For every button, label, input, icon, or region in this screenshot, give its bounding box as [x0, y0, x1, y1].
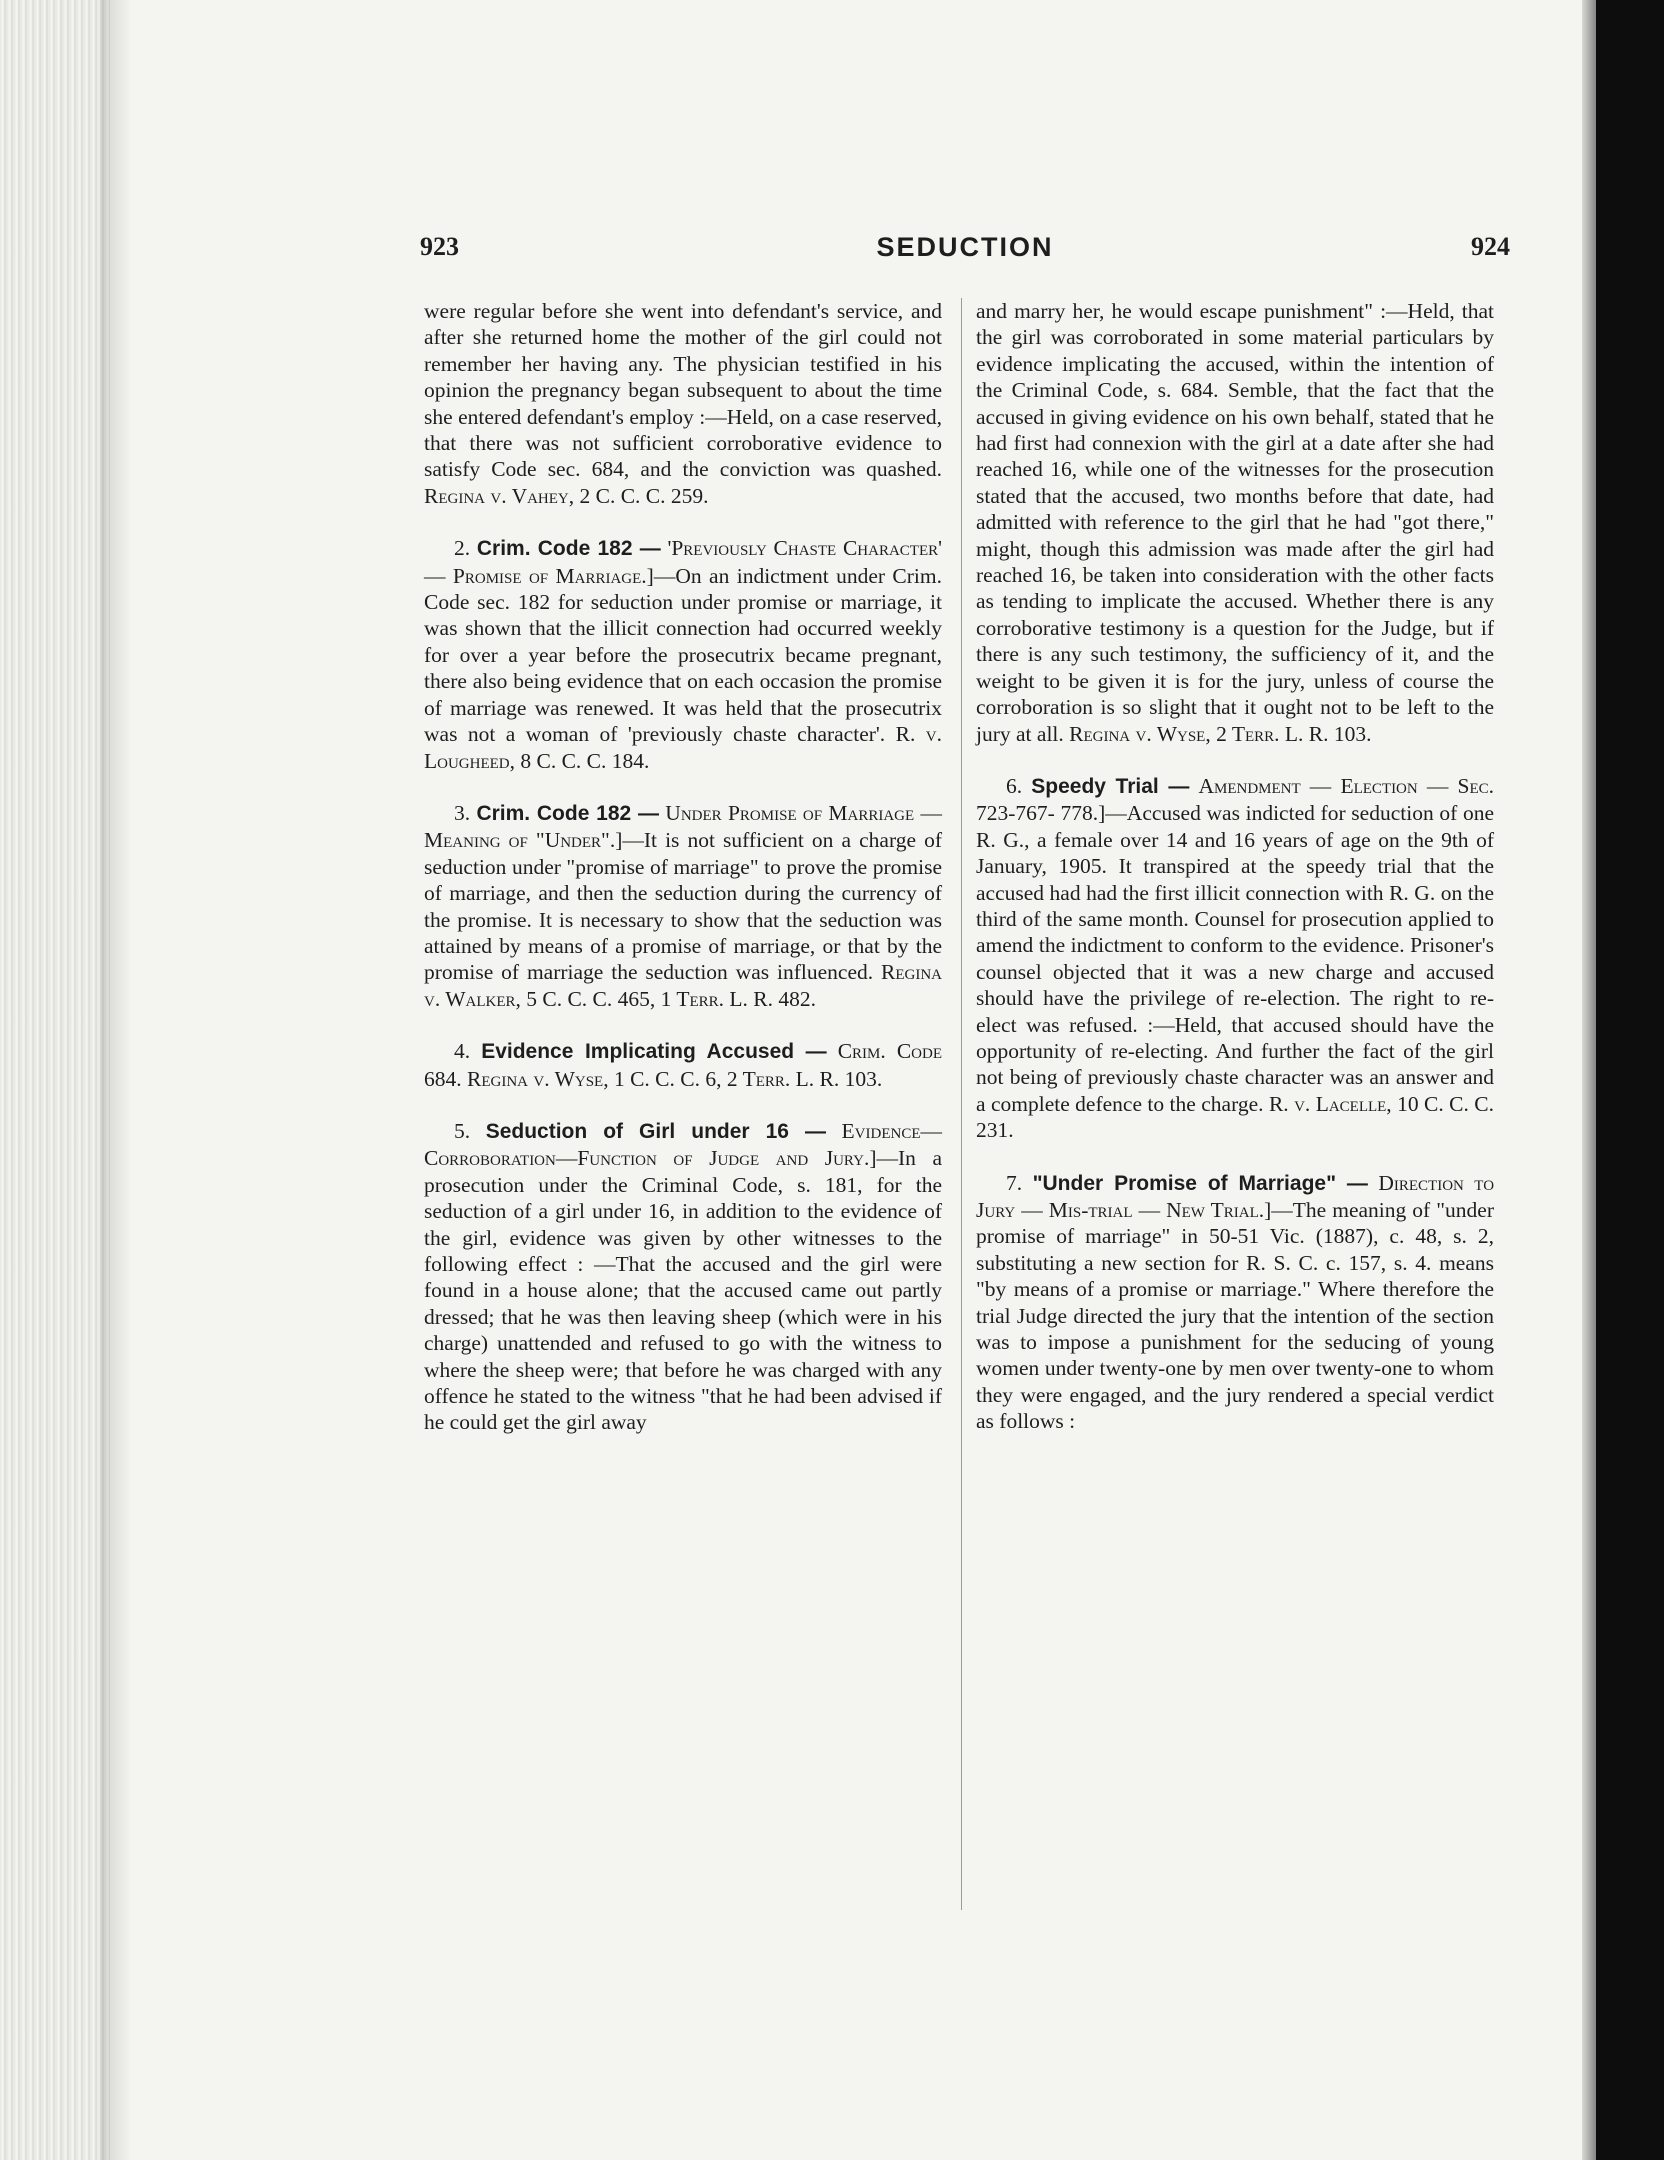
entry-2: [424, 535, 942, 774]
continuation-text: and marry her, he would escape punishment" :—Held, that the girl was corroborated in some material particulars by evidence implicating the accused, within the intention of the Criminal Code, s. 684. Semble, that the fact that the accused in giving evidence on his own behalf, stated that he had first had connexion with the girl at a date after she had reached 16, while one of the witnesses for the prosecution stated that the accused, two months before that date, had admitted with reference to the girl that he had "got there," might, though this admission was made after the girl had reached 16, be taken into consideration with the other facts as tending to implicate the accused. Whether there is any corroborative testimony is a question for the Judge, but if there is any such testimony, the sufficiency of it, and the weight to be given it is for the jury, unless of course the corroboration is so slight that it ought not to be left to the jury at all.: [976, 299, 1494, 746]
right-column: [976, 298, 1494, 1435]
entry-7: [976, 1170, 1494, 1435]
entry-subheading: 'Previously Chaste Character' — Promise of Marriage.]: [424, 536, 942, 588]
right-page-number: 924: [1471, 232, 1510, 261]
entry-body: —It is not sufficient on a charge of seduction under "promise of marriage" to prove the promise of marriage, and then the seduction during the currency of the promise. It is necessary to show that the seduction was attained by means of a promise of marriage, or that by the promise of marriage the seduction was influenced.: [424, 828, 942, 985]
case-citation: Regina v. Wyse, 2 Terr. L. R. 103.: [1069, 721, 1372, 746]
entry-number: 7.: [1006, 1170, 1023, 1195]
entry-heading: Speedy Trial —: [1031, 774, 1190, 798]
entry-number: 2.: [454, 536, 471, 561]
entry-number: 4.: [454, 1039, 471, 1064]
entry-body: —On an indictment under Crim. Code sec. 182 for seduction under promise or marriage, it was shown that the illicit connection had occurred weekly for over a year before the prosecutrix became pregnant, there also being evidence that on each occasion the promise of marriage was renewed. It was held that the prosecutrix was not a woman of 'previously chaste character'.: [424, 563, 943, 747]
entry-body: —Accused was indicted for seduction of one R. G., a female over 14 and 16 years of age on the 9th of January, 1905. It transpired at the speedy trial that the accused had had the first illicit connection with R. G. on the third of the same month. Counsel for prosecution applied to amend the indictment to conform to the evidence. Prisoner's counsel objected that it was a new charge and accused should have the privilege of re-election. The right to re-elect was refused. :—Held, that accused should have the opportunity of re-electing. And further the fact of the girl not being of previously chaste character was an answer and a complete defence to the charge.: [976, 801, 1495, 1116]
case-citation: Regina v. Wyse, 1 C. C. C. 6, 2 Terr. L. R. 103.: [467, 1066, 883, 1091]
entry-heading: Crim. Code 182 —: [476, 801, 659, 825]
scan-background: [1596, 0, 1664, 2160]
page-edge-stack: [0, 0, 110, 2160]
entry-number: 5.: [454, 1118, 471, 1143]
left-column: [424, 298, 942, 1436]
entry-subheading: Evidence—Corroboration—Function of Judge and Jury.]: [424, 1118, 942, 1171]
column-divider: [961, 298, 962, 1910]
entry-5: [424, 1118, 942, 1436]
page-title: SEDUCTION: [876, 232, 1054, 262]
case-citation: Regina v. Vahey, 2 C. C. C. 259.: [424, 483, 709, 508]
entry-body: —The meaning of "under promise of marriage" in 50-51 Vic. (1887), c. 48, s. 2, substituting a new section for R. S. C. c. 157, s. 4. means "by means of a promise or marriage." Where therefore the trial Judge directed the jury that the intention of the section was to impose a punishment for the seducing of young women under twenty-one by men over twenty-one to whom they were engaged, and the jury rendered a special verdict as follows :: [976, 1198, 1494, 1434]
entry-subheading: Amendment — Election — Sec. 723-767- 778.]: [976, 773, 1494, 826]
entry-number: 3.: [454, 800, 471, 825]
running-head: [420, 232, 1510, 272]
case-citation: R. v. Lougheed, 8 C. C. C. 184.: [424, 722, 942, 773]
entry-heading: Crim. Code 182 —: [476, 537, 661, 561]
entry-subheading: Crim. Code 684.: [424, 1039, 942, 1091]
continuation-paragraph: [976, 298, 1494, 747]
continuation-text: were regular before she went into defendant's service, and after she returned home the mother of the girl could not remember her having any. The physician testified in his opinion the pregnancy began subsequent to about the time she entered defendant's employ :—Held, on a case reserved, that there was not sufficient corroborative evidence to satisfy Code sec. 684, and the conviction was quashed.: [424, 299, 942, 482]
entry-number: 6.: [1006, 773, 1023, 798]
left-page-number: 923: [420, 232, 459, 261]
entry-subheading: Under Promise of Marriage — Meaning of "Under".]: [424, 800, 942, 853]
entry-heading: Seduction of Girl under 16 —: [485, 1119, 826, 1143]
entry-4: [424, 1038, 942, 1092]
case-citation: Regina v. Walker, 5 C. C. C. 465, 1 Terr. L. R. 482.: [424, 960, 943, 1011]
gutter-shadow: [100, 0, 130, 2160]
case-citation: R. v. Lacelle, 10 C. C. C. 231.: [976, 1091, 1494, 1143]
entry-heading: Evidence Implicating Accused —: [481, 1040, 827, 1064]
entry-heading: "Under Promise of Marriage" —: [1032, 1171, 1368, 1195]
continuation-paragraph: [424, 298, 942, 509]
entry-3: [424, 800, 942, 1012]
entry-subheading: Direction to Jury — Mis-trial — New Trial.]: [976, 1170, 1495, 1222]
entry-body: —In a prosecution under the Criminal Code, s. 181, for the seduction of a girl under 16, in addition to the evidence of the girl, evidence was given by other witnesses to the following effect : —That the accused and the girl were found in a house alone; that the accused came out partly dressed; that he was then leaving sheep (which were in his charge) unattended and refused to go with the witness to where the sheep were; that before he was charged with any offence he stated to the witness "that he had been advised if he could get the girl away: [424, 1146, 942, 1435]
entry-6: [976, 773, 1494, 1144]
